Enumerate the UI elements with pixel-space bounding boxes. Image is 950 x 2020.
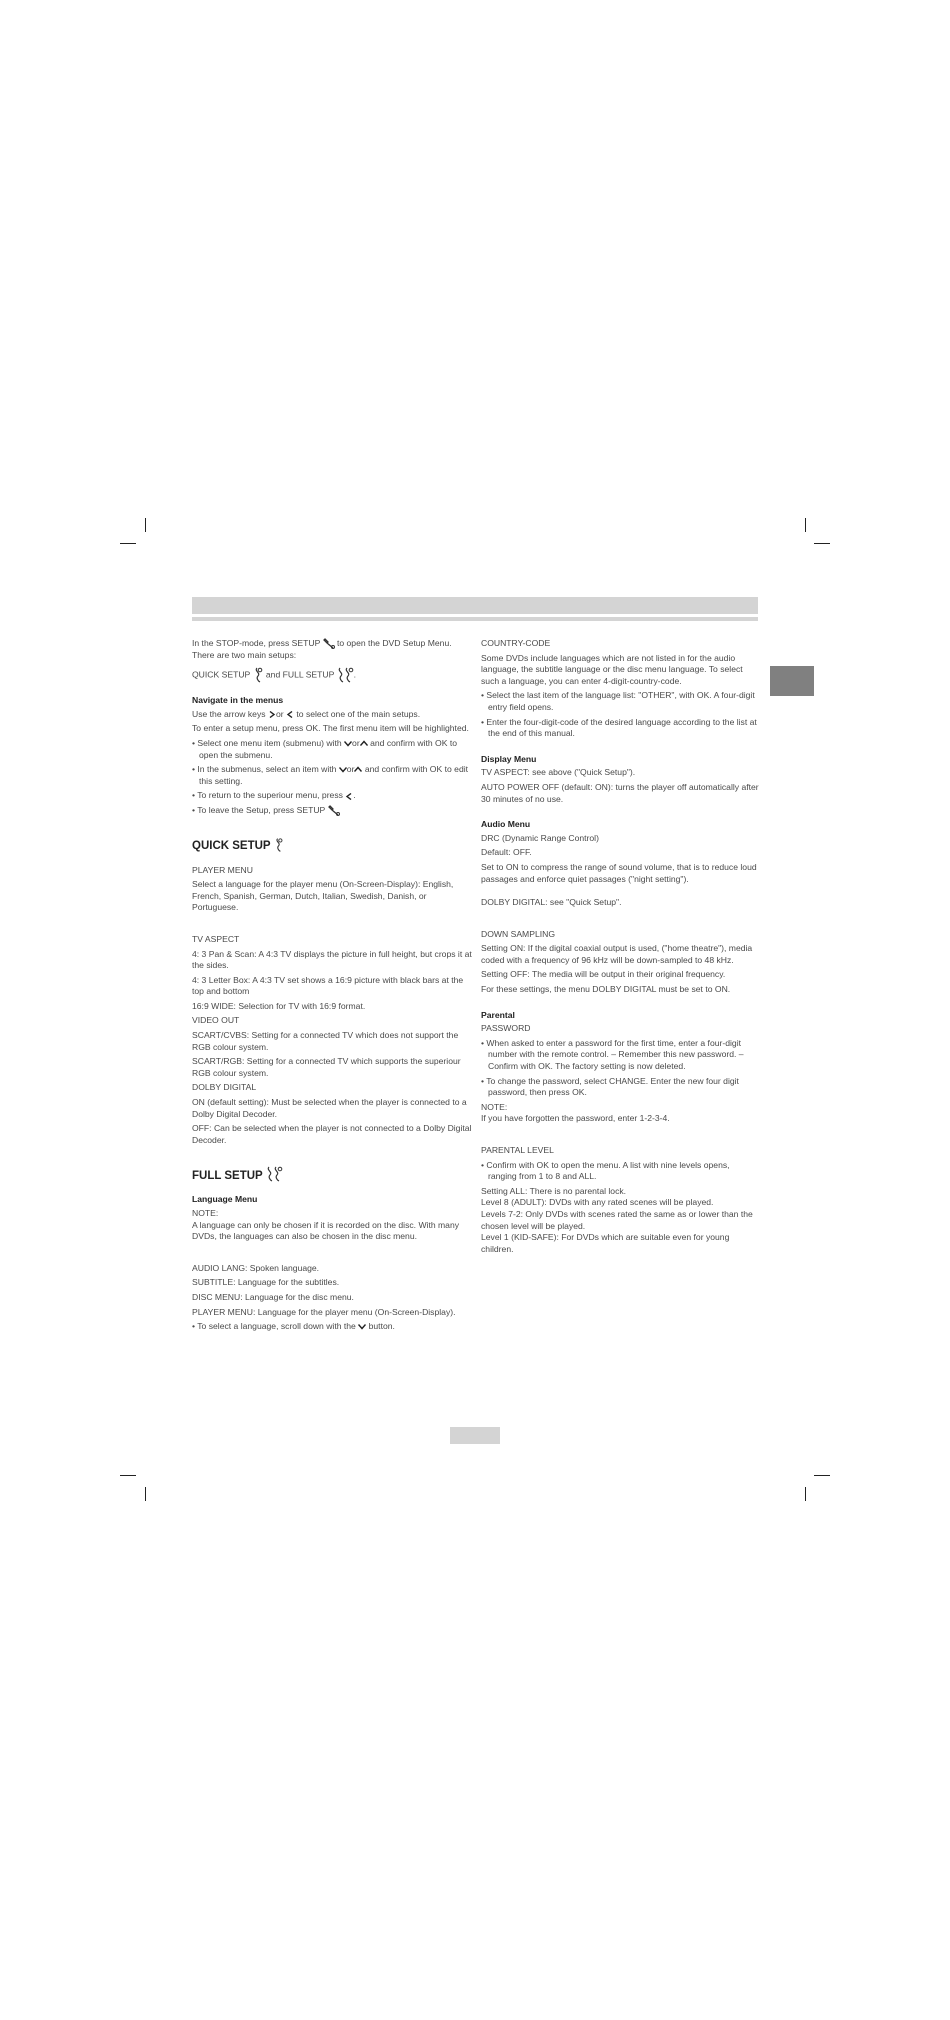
down-arrow-icon [344,740,352,747]
body-text: DISC MENU: Language for the disc menu. [192,1291,354,1302]
note-label: NOTE: [192,1208,219,1218]
body-text: Some DVDs include languages which are not listed in for the audio language, the subtitle language or the disc menu language. To select such a language, you can enter 4-digit-country-code. [481,652,743,686]
left-arrow-icon [286,711,294,718]
language-menu-heading: Language Menu [192,1194,258,1205]
down-arrow-icon [339,766,347,773]
body-text: Setting OFF: The media will be output in their original frequency. [481,969,726,980]
body-bullet: • To change the password, select CHANGE. Enter the new four digit password, then press OK. [481,1075,739,1098]
setup-wrench-icon [328,805,340,816]
body-text: Set to ON to compress the range of sound volume, that is to reduce loud passages and enforce quiet passages ("night setting"). [481,861,757,884]
body-text: DOLBY DIGITAL: see "Quick Setup". [481,897,622,908]
header-bar [192,597,758,614]
right-arrow-icon [268,711,276,718]
quick-setup-heading: QUICK SETUP [192,837,472,853]
body-text: TV ASPECT: see above ("Quick Setup"). [481,767,636,778]
section-label: VIDEO OUT [192,1015,240,1026]
body-text: 4: 3 Pan & Scan: A 4:3 TV displays the picture in full height, but crops it at the sides. [192,948,472,971]
section-label: DOLBY DIGITAL [192,1082,257,1093]
body-text: SCART/CVBS: Setting for a connected TV which does not support the RGB colour system. [192,1030,459,1052]
body-text: OFF: Can be selected when the player is not connected to a Dolby Digital Decoder. [192,1123,472,1145]
down-arrow-icon [358,1323,366,1330]
nav-heading: Navigate in the menus [192,695,284,706]
nav-bullet: • In the submenus, select an item with or and confirm with OK to edit this setting. [192,764,469,786]
quick-setup-icon [274,837,284,853]
body-bullet: • When asked to enter a password for the first time, enter a four-digit number with the remote control. – Remember this new password. – Confirm with OK. The factory setting is now deleted. [481,1037,744,1072]
parental-heading: Parental [481,1009,515,1020]
audio-menu-heading: Audio Menu [481,819,531,830]
body-text: AUDIO LANG: Spoken language. [192,1262,320,1273]
up-arrow-icon [360,740,368,747]
setup-wrench-icon [323,638,335,649]
body-text: AUTO POWER OFF (default: ON): turns the player off automatically after 30 minutes of no use. [481,781,759,804]
up-arrow-icon [354,766,362,773]
nav-bullet: • To return to the superiour menu, press . [192,790,356,801]
crop-mark [805,1487,806,1501]
body-text: SCART/RGB: Setting for a connected TV which supports the superiour RGB colour system. [192,1056,461,1078]
intro-paragraph: In the STOP-mode, press SETUP to open the DVD Setup Menu. There are two main setups: [192,638,452,660]
body-text: 4: 3 Letter Box: A 4:3 TV set shows a 16:9 picture with black bars at the top and bottom [192,974,464,997]
full-setup-icon [337,667,354,683]
nav-text: To enter a setup menu, press OK. The first menu item will be highlighted. [192,723,469,734]
display-menu-heading: Display Menu [481,753,537,764]
crop-mark [145,518,146,532]
section-label: PLAYER MENU [192,864,253,875]
note-label: NOTE: [481,1101,508,1112]
body-text: PLAYER MENU: Language for the player menu (On-Screen-Display). [192,1306,456,1317]
body-text: Levels 7-2: Only DVDs with scenes rated the same as or lower than the chosen level will be played. [481,1208,753,1231]
body-text: Default: OFF. [481,847,532,858]
left-column [192,638,472,1336]
section-tab [770,666,814,696]
full-setup-icon [266,1166,283,1182]
right-column [481,638,760,1258]
crop-mark [120,543,136,544]
nav-text: Use the arrow keys or to select one of the main setups. [192,708,421,719]
body-text: For these settings, the menu DOLBY DIGITAL must be set to ON. [481,984,731,995]
body-text: Level 8 (ADULT): DVDs with any rated scenes will be played. [481,1197,714,1208]
crop-mark [805,518,806,532]
full-setup-heading: FULL SETUP [192,1166,472,1182]
body-bullet: • To select a language, scroll down with the button. [192,1321,395,1332]
body-text: SUBTITLE: Language for the subtitles. [192,1277,340,1288]
body-text: 16:9 WIDE: Selection for TV with 16:9 format. [192,1000,366,1011]
setups-line: QUICK SETUP and FULL SETUP . [192,667,472,683]
quick-setup-icon [253,667,264,683]
section-label: PARENTAL LEVEL [481,1145,554,1155]
section-label: PASSWORD [481,1023,531,1034]
section-label: TV ASPECT [192,933,240,944]
section-label: DOWN SAMPLING [481,928,556,939]
body-text: DRC (Dynamic Range Control) [481,832,599,843]
note-text: A language can only be chosen if it is recorded on the disc. With many DVDs, the languages can also be chosen in the disc menu. [192,1219,460,1242]
section-label: COUNTRY-CODE [481,638,551,648]
nav-bullet: • Select one menu item (submenu) with or and confirm with OK to open the submenu. [192,737,458,760]
crop-mark [814,1475,830,1476]
body-bullet: • Enter the four-digit-code of the desired language according to the list at the end of this manual. [481,716,757,739]
body-text: Setting ON: If the digital coaxial output is used, ("home theatre"), media coded with a frequency of 96 kHz will be down-sampled to 48 kHz. [481,943,753,965]
body-text: Level 1 (KID-SAFE): For DVDs which are suitable even for young children. [481,1232,730,1254]
crop-mark [814,543,830,544]
note-text: If you have forgotten the password, enter 1-2-3-4. [481,1113,670,1124]
body-text: Select a language for the player menu (On-Screen-Display): English, French, Spanish, German, Dutch, Italian, Swedish, Danish, or Portuguese. [192,879,454,913]
header-rule [192,617,758,621]
crop-mark [145,1487,146,1501]
body-text: ON (default setting): Must be selected when the player is connected to a Dolby Digital Decoder. [192,1097,467,1119]
crop-mark [120,1475,136,1476]
body-text: Setting ALL: There is no parental lock. [481,1185,627,1196]
body-bullet: • Confirm with OK to open the menu. A list with nine levels opens, ranging from 1 to 8 and ALL. [481,1159,730,1182]
nav-bullet: • To leave the Setup, press SETUP [192,805,472,817]
page-number-box [450,1427,500,1444]
body-bullet: • Select the last item of the language list: "OTHER", with OK. A four-digit entry field opens. [481,690,755,712]
